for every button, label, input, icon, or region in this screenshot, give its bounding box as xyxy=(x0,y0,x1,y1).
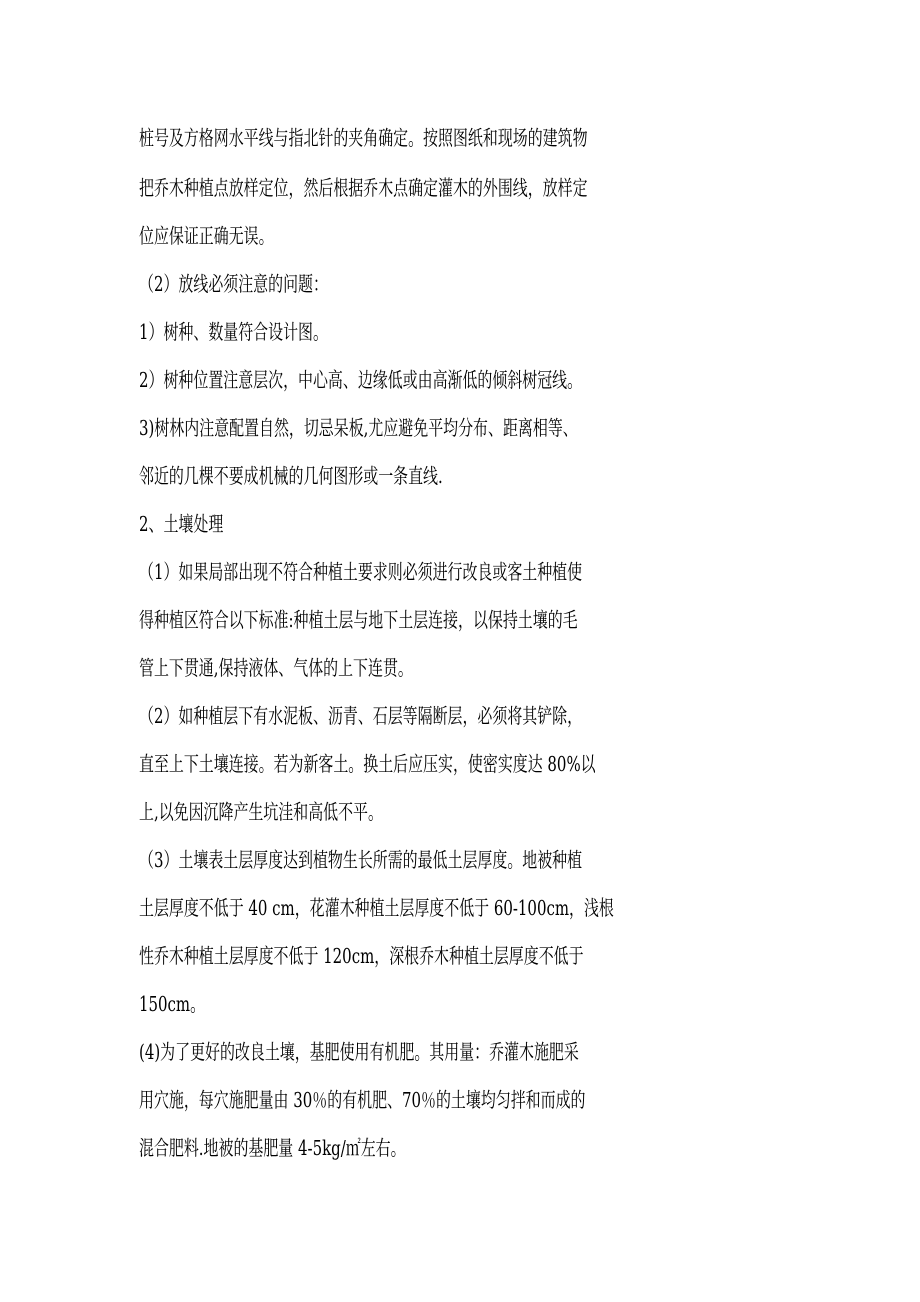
paragraph-line: （1）如果局部出现不符合种植土要求则必须进行改良或客土种植使 xyxy=(139,560,583,584)
paragraph-line: 3)树林内注意配置自然，切忌呆板,尤应避免平均分布、距离相等、 xyxy=(139,416,578,440)
paragraph-line: 性乔木种植土层厚度不低于 120cm，深根乔木种植土层厚度不低于 xyxy=(139,944,584,968)
paragraph-line: 把乔木种植点放样定位，然后根据乔木点确定灌木的外围线，放样定 xyxy=(139,176,588,200)
paragraph-line: 位应保证正确无误。 xyxy=(139,224,274,248)
paragraph-line: （2）如种植层下有水泥板、沥青、石层等隔断层，必须将其铲除， xyxy=(139,704,583,728)
paragraph-line: 得种植区符合以下标准:种植土层与地下土层连接，以保持土壤的毛 xyxy=(139,608,578,632)
paragraph-line: 邻近的几棵不要成机械的几何图形或一条直线. xyxy=(139,464,443,488)
paragraph-line: (4)为了更好的改良土壤，基肥使用有机肥。其用量：乔灌木施肥采 xyxy=(139,1040,579,1064)
paragraph-line: 上,以免因沉降产生坑洼和高低不平。 xyxy=(139,800,383,824)
paragraph-line: 桩号及方格网水平线与指北针的夹角确定。按照图纸和现场的建筑物 xyxy=(139,126,588,150)
paragraph-line: 混合肥料.地被的基肥量 4-5kg/㎡左右。 xyxy=(139,1136,406,1160)
paragraph-line: （3）土壤表土层厚度达到植物生长所需的最低土层厚度。地被种植 xyxy=(139,848,583,872)
paragraph-line: 管上下贯通,保持液体、气体的上下连贯。 xyxy=(139,656,413,680)
paragraph-line: 直至上下土壤连接。若为新客土。换土后应压实，使密实度达 80%以 xyxy=(139,752,596,776)
paragraph-line: 1）树种、数量符合设计图。 xyxy=(139,320,328,344)
paragraph-line: （2）放线必须注意的问题： xyxy=(139,272,328,296)
paragraph-line: 150cm。 xyxy=(139,992,206,1016)
paragraph-line: 土层厚度不低于 40 cm，花灌木种植土层厚度不低于 60-100cm，浅根 xyxy=(139,896,614,920)
section-heading: 2、土壤处理 xyxy=(139,512,224,536)
paragraph-line: 用穴施，每穴施肥量由 30％的有机肥、70％的土壤均匀拌和而成的 xyxy=(139,1088,586,1112)
paragraph-line: 2）树种位置注意层次，中心高、边缘低或由高渐低的倾斜树冠线。 xyxy=(139,368,583,392)
